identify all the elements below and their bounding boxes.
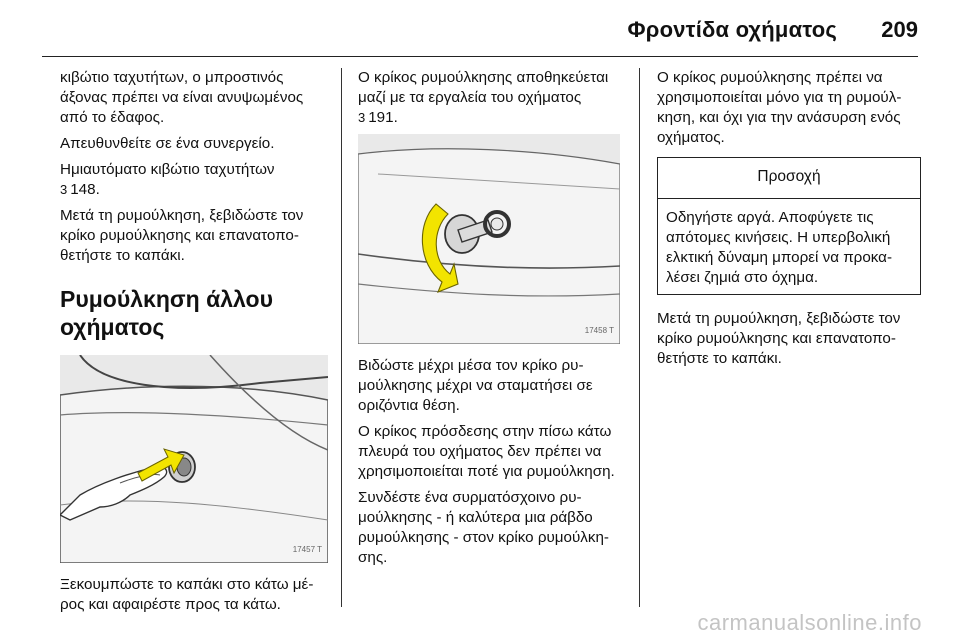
page-ref-icon: 3 <box>60 182 68 197</box>
paragraph: Βιδώστε μέχρι μέσα τον κρίκο ρυμούλκησης μέχρι να σταματήσει σε οριζόντια θέση. <box>358 357 593 414</box>
caution-text: Οδηγήστε αργά. Αποφύγετε τις απότομες κινήσεις. Η υπερβολική ελκτική δύναμη μπορεί να προκαλέσει ζημιά στο όχημα. <box>666 209 893 286</box>
page-number: 209 <box>881 17 918 42</box>
paragraph-text: Ημιαυτόματο κιβώτιο ταχυτήτων <box>60 161 275 178</box>
illustration-screw-tow-eye <box>358 134 620 344</box>
column-divider-2 <box>639 68 640 607</box>
page-header <box>0 0 960 56</box>
paragraph-text: Ο κρίκος ρυμούλκησης αποθηκεύεται μαζί με τα εργαλεία του οχήματος <box>358 69 609 106</box>
watermark: carmanualsonline.info <box>697 610 922 635</box>
paragraph: Μετά τη ρυμούλκηση, ξεβιδώστε τον κρίκο ρυμούλκησης και επανατοποθετήστε το καπάκι. <box>60 207 304 264</box>
header-divider <box>42 56 918 57</box>
paragraph: κιβώτιο ταχυτήτων, ο μπροστινός άξονας πρέπει να είναι ανυψωμένος από το έδαφος. <box>60 69 304 126</box>
figure-screw-tow-eye <box>358 134 620 344</box>
page-title: Φροντίδα οχήματος <box>627 17 837 42</box>
illustration-remove-cover <box>60 355 328 563</box>
paragraph: Ο κρίκος ρυμούλκησης πρέπει να χρησιμοποιείται μόνο για τη ρυμούλκηση, και όχι για την ανάσυρση ενός οχήματος. <box>657 69 902 146</box>
page-ref-icon: 3 <box>358 110 366 125</box>
page-ref-link[interactable]: 148. <box>70 181 100 198</box>
paragraph <box>60 160 328 200</box>
paragraph <box>358 68 626 128</box>
figure-remove-cover <box>60 355 328 563</box>
column-3 <box>657 68 927 375</box>
paragraph: Συνδέστε ένα συρματόσχοινο ρυμούλκησης - ή καλύτερα μια ράβδο ρυμούλκησης - στον κρίκο ρυμούλκησης. <box>358 489 609 566</box>
figure-code: 17457 T <box>292 545 322 554</box>
paragraph: Ο κρίκος πρόσδεσης στην πίσω κάτω πλευρά του οχήματος δεν πρέπει να χρησιμοποιείται ποτέ για ρυμούλκηση. <box>358 423 615 480</box>
paragraph: Ξεκουμπώστε το καπάκι στο κάτω μέρος και αφαιρέστε προς τα κάτω. <box>60 576 314 613</box>
paragraph: Μετά τη ρυμούλκηση, ξεβιδώστε τον κρίκο ρυμούλκησης και επανατοποθετήστε το καπάκι. <box>657 310 901 367</box>
figure-code: 17458 T <box>584 326 614 335</box>
caution-title: Προσοχή <box>658 158 920 199</box>
page-ref-link[interactable]: 191. <box>368 109 398 126</box>
column-divider-1 <box>341 68 342 607</box>
section-heading: Ρυμούλκηση άλλου οχήματος <box>60 286 273 340</box>
paragraph: Απευθυνθείτε σε ένα συνεργείο. <box>60 135 275 152</box>
column-2 <box>358 68 626 574</box>
column-1 <box>60 68 328 621</box>
caution-box <box>657 157 921 295</box>
